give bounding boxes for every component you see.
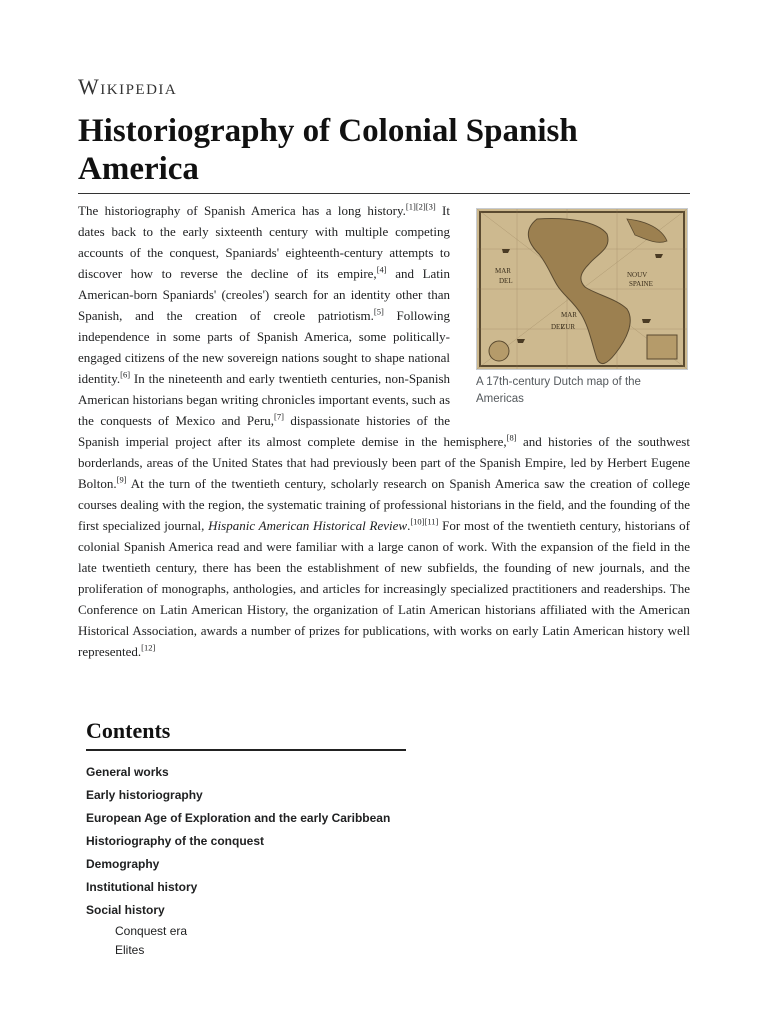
text-span: At the turn of the twentieth century, scholarly research on Spanish America saw the creation of college courses dealing with the region, the systematic training of professional historians in the field, and the founding of the first specialized journal, <box>78 476 690 533</box>
text-span: dispassionate histories of the Spanish imperial project after its almost complete demise in the hemisphere, <box>78 413 507 449</box>
citation-link[interactable]: [3] <box>425 201 436 212</box>
text-span: In the nineteenth and early twentieth centuries, non-Spanish American historians began writing chronicles important events, such as the conquests of Mexico and Peru, <box>78 371 450 428</box>
toc-item-early-historiography[interactable]: Early historiography <box>86 788 203 802</box>
toc-item-age-of-exploration[interactable]: European Age of Exploration and the early Caribbean <box>86 811 391 825</box>
map-label: ZUR <box>561 323 575 331</box>
citation-link[interactable]: [2] <box>415 201 426 212</box>
thumbnail-figure <box>476 208 690 408</box>
text-span: For most of the twentieth century, historians of colonial Spanish America read and were familiar with a large canon of work. With the expansion of the field in the late twentieth century, there has been the establishment of new subfields, the founding of new journals, and the proliferation of monographs, anthologies, and articles for increasingly specialized practitioners and readerships. The Conference on Latin American History, the organization of Latin American historians affiliated with the American Historical Association, awards a number of prizes for publications, with works on early Latin American history well represented. <box>78 518 690 659</box>
text-span: The historiography of Spanish America has a long history. <box>78 203 406 218</box>
text-span: It dates back to the early sixteenth century with multiple competing accounts of the conquest, Spaniards' eighteenth-century attempts to discover how to reverse the decline of its empire, <box>78 203 450 281</box>
map-label: DEL <box>551 323 565 331</box>
map-label: MAR <box>561 311 577 319</box>
citation-link[interactable]: [5] <box>373 306 384 317</box>
toc-item-demography[interactable]: Demography <box>86 857 160 871</box>
citation-link[interactable]: [10] <box>410 516 425 527</box>
toc-subitem-elites[interactable]: Elites <box>115 943 145 957</box>
text-span: and Latin American-born Spaniards' (creoles') search for an identity other than Spanish, and the creation of creole patriotism. <box>78 266 450 323</box>
citation-link[interactable]: [12] <box>141 642 156 653</box>
title-divider <box>78 193 690 194</box>
page-title: Historiography of Colonial Spanish America <box>78 113 578 187</box>
citation-link[interactable]: [1] <box>405 201 416 212</box>
toc-subitem-conquest-era[interactable]: Conquest era <box>115 924 188 938</box>
map-label: NOUV <box>627 271 648 279</box>
toc-item-social-history[interactable]: Social history <box>86 903 165 917</box>
citation-link[interactable]: [11] <box>424 516 439 527</box>
figure-caption: A 17th-century Dutch map of the Americas <box>476 376 641 405</box>
toc-list <box>86 761 406 960</box>
article-body <box>78 200 690 662</box>
journal-title: Hispanic American Historical Review <box>208 518 408 533</box>
citation-link[interactable]: [9] <box>116 474 127 485</box>
toc-item-general-works[interactable]: General works <box>86 765 169 779</box>
wikipedia-logo[interactable]: Wikipedia <box>78 74 178 99</box>
map-label: SPAINE <box>629 280 653 288</box>
table-of-contents <box>86 718 406 960</box>
text-span: Following independence in some parts of Spanish America, some politically-engaged citizens of the new sovereign nations sought to shape national identity. <box>78 308 450 386</box>
map-label: DEL <box>499 277 513 285</box>
text-span: . <box>407 518 411 533</box>
citation-link[interactable]: [6] <box>120 369 131 380</box>
citation-link[interactable]: [7] <box>274 411 284 422</box>
text-span: and histories of the southwest borderlands, areas of the United States that had previously been part of the Spanish Empire, led by Herbert Eugene Bolton. <box>78 434 690 491</box>
toc-item-historiography-of-conquest[interactable]: Historiography of the conquest <box>86 834 265 848</box>
citation-link[interactable]: [4] <box>376 264 387 275</box>
toc-item-institutional-history[interactable]: Institutional history <box>86 880 198 894</box>
map-label: MAR <box>495 267 511 275</box>
americas-map-image[interactable] <box>476 208 688 370</box>
citation-link[interactable]: [8] <box>506 432 517 443</box>
contents-heading: Contents <box>86 718 406 751</box>
